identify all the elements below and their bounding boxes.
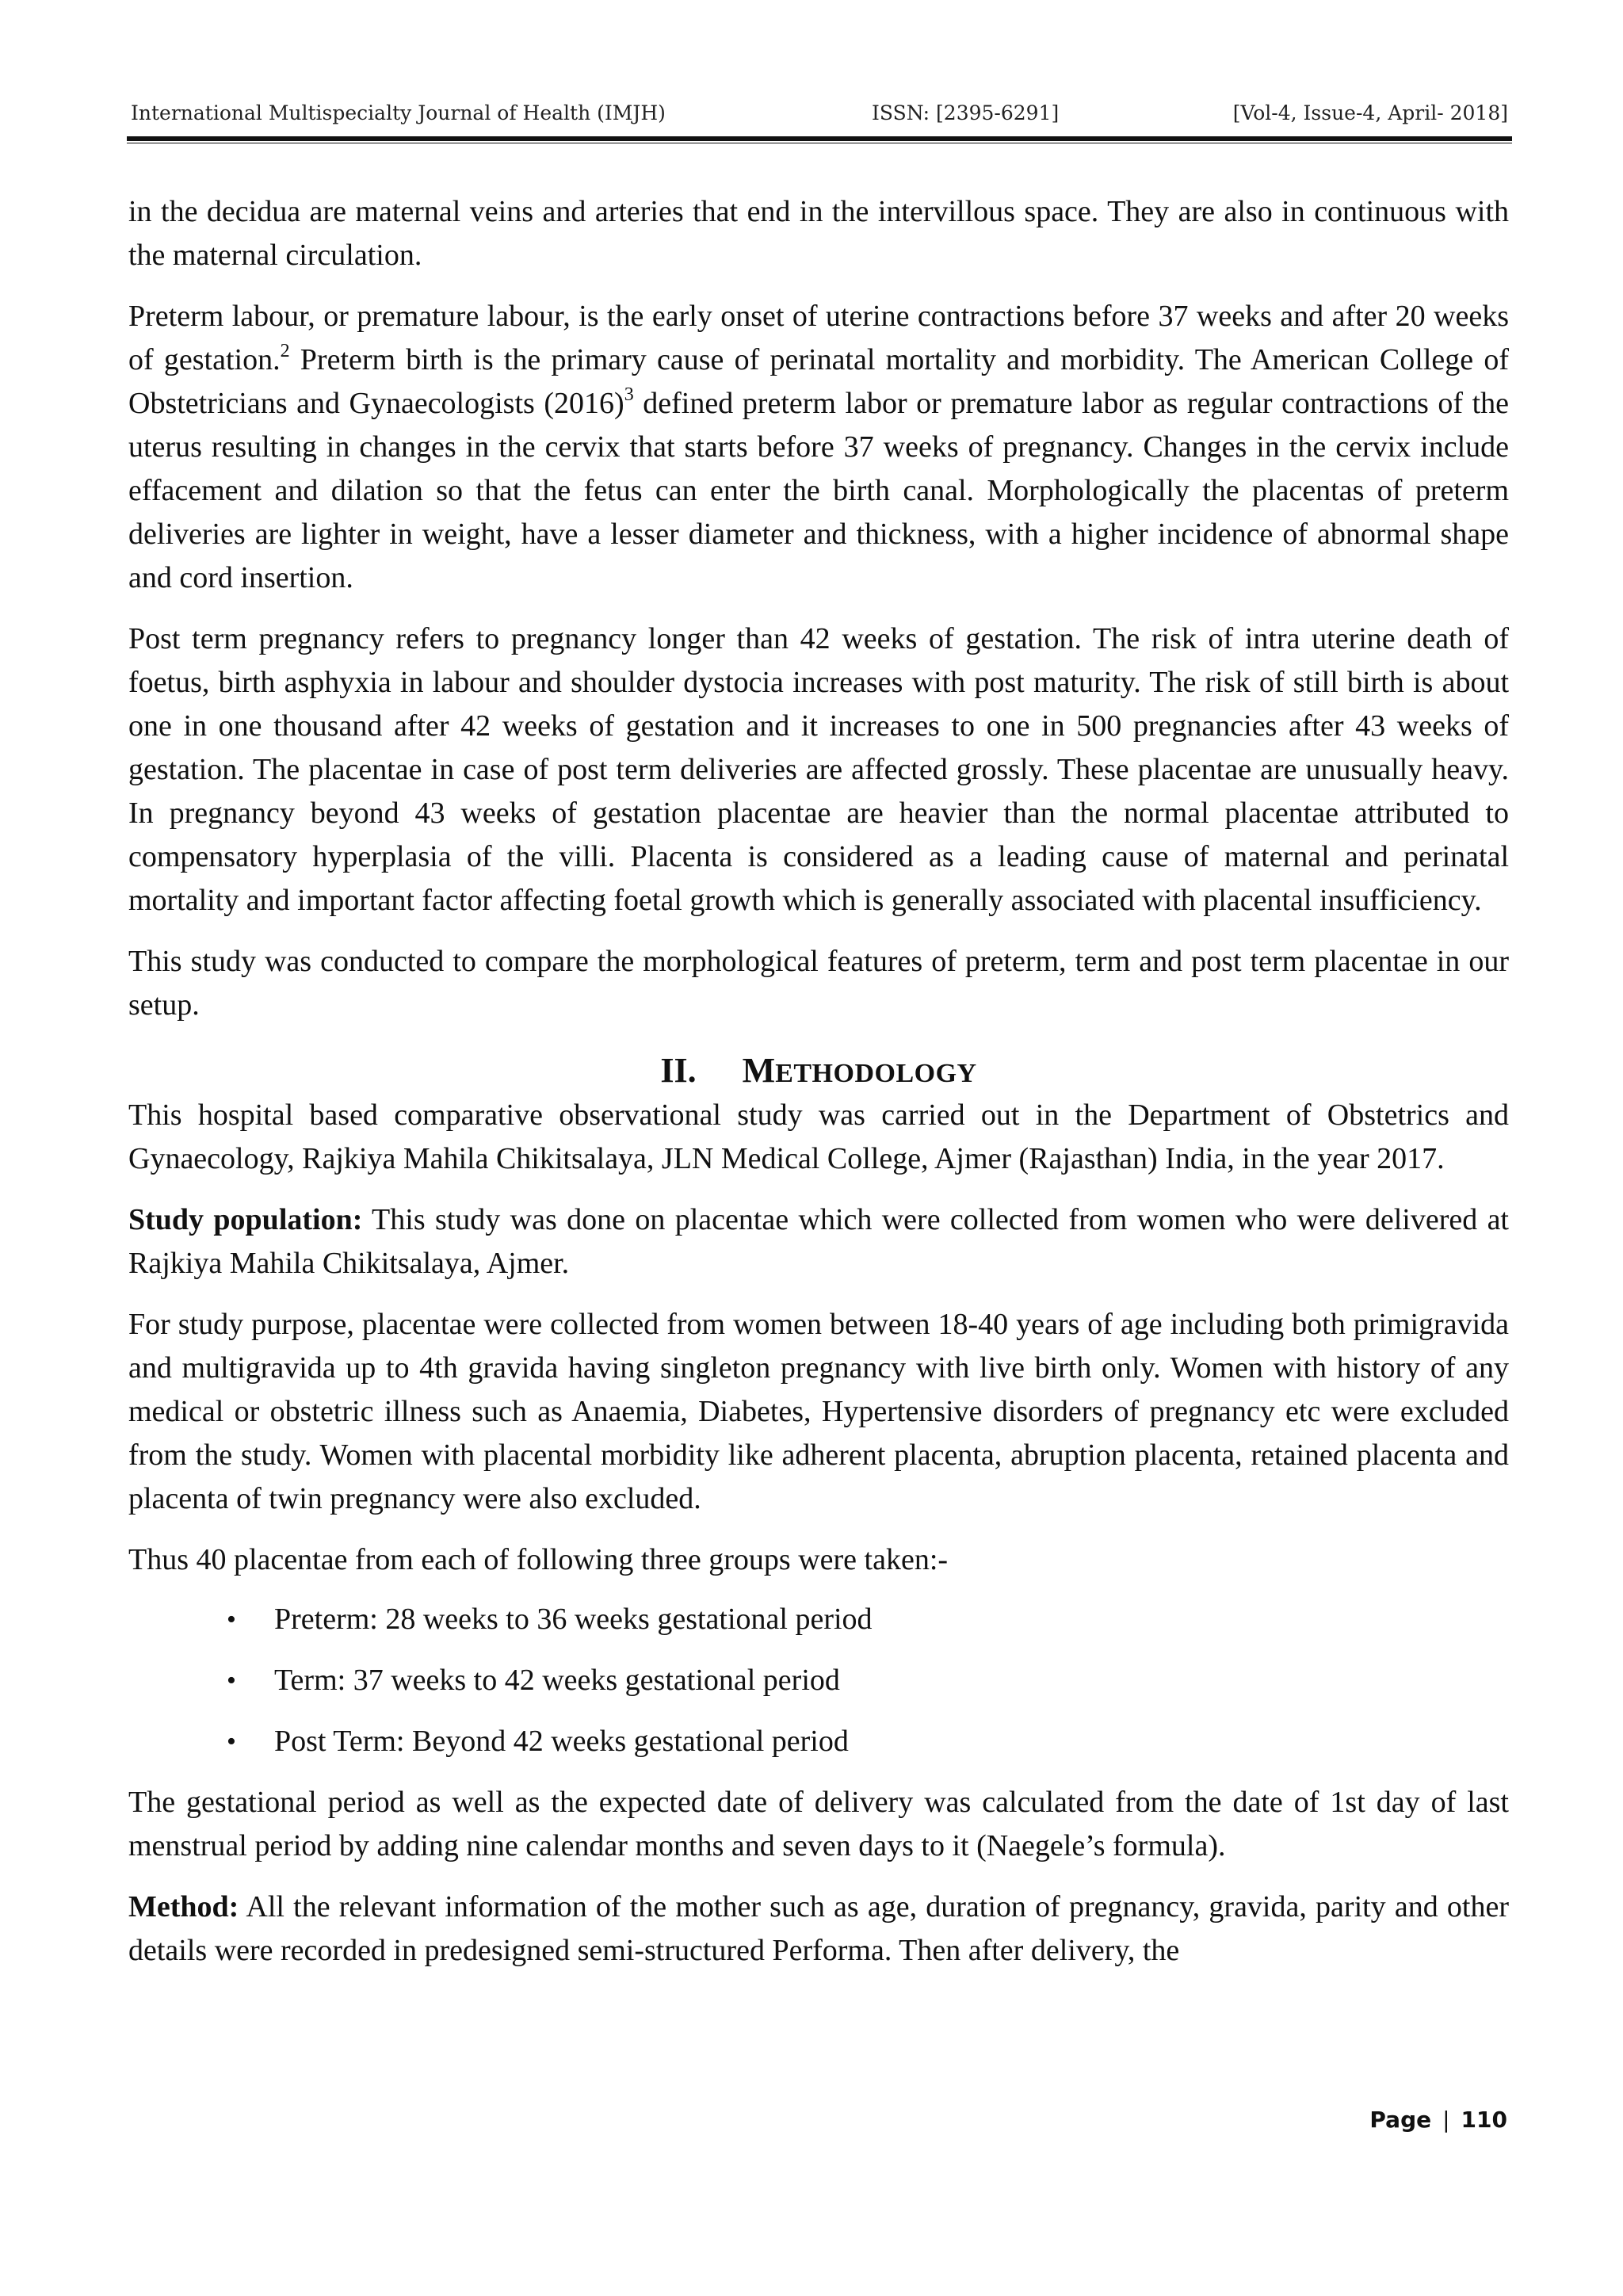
list-item [128,1598,1509,1641]
page-number: 110 [1461,2107,1507,2133]
page-footer [1369,2107,1507,2133]
citation-3: 3 [624,384,634,406]
paragraph-method [128,1885,1509,1973]
section-title-initial: M [742,1051,776,1090]
journal-name: International Multispecialty Journal of Health (IMJH) [131,101,666,124]
paragraph-groups-intro: Thus 40 placentae from each of following three groups were taken:- [128,1543,949,1576]
bullet-icon: • [227,1666,236,1695]
paragraph-inclusion-criteria: For study purpose, placentae were collected from women between 18-40 years of age including both primigravida and multigravida up to 4th gravida having singleton pregnancy with live birth only. Women with history of any medical or obstetric illness such as Anaemia, Diabetes, Hypertensive disorders of pregnancy etc were excluded from the study. Women with placental morbidity like adherent placenta, abruption placenta, retained placenta and placenta of twin pregnancy were also excluded. [128,1308,1509,1515]
paragraph-study-aim: This study was conducted to compare the morphological features of preterm, term and post term placentae in our setup. [128,945,1509,1022]
section-heading-methodology [128,1048,1509,1097]
study-population-text: This study was done on placentae which were collected from women who were delivered at Rajkiya Mahila Chikitsalaya, Ajmer. [128,1203,1509,1280]
citation-2: 2 [280,341,290,362]
header-rule [127,136,1512,143]
method-text: All the relevant information of the mother such as age, duration of pregnancy, gravida, parity and other details were recorded in predesigned semi-structured Performa. Then after delivery, the [128,1890,1509,1967]
running-header [129,101,1510,133]
method-label: Method: [128,1890,239,1924]
paragraph-post-term: Post term pregnancy refers to pregnancy longer than 42 weeks of gestation. The risk of intra uterine death of foetus, birth asphyxia in labour and shoulder dystocia increases with post maturity. The risk of still birth is about one in one thousand after 42 weeks of gestation and it increases to one in 500 pregnancies after 43 weeks of gestation. The placentae in case of post term deliveries are affected grossly. These placentae are unusually heavy. In pregnancy beyond 43 weeks of gestation placentae are heavier than the normal placentae attributed to compensatory hyperplasia of the villi. Placenta is considered as a leading cause of maternal and perinatal mortality and important factor affecting foetal growth which is generally associated with placental insufficiency. [128,622,1509,917]
section-number: II. [660,1051,697,1090]
article-body [128,190,1509,1990]
paragraph-preterm [128,295,1509,600]
section-title-rest: ETHODOLOGY [775,1059,977,1088]
group-post-term: Post Term: Beyond 42 weeks gestational period [274,1725,849,1758]
preterm-text-c: defined preterm labor or premature labor as regular contractions of the uterus resulting in changes in the cervix that starts before 37 weeks of pregnancy. Changes in the cervix include effacement and dilation so that the fetus can enter the birth canal. Morphologically the placentas of preterm deliveries are lighter in weight, have a lesser diameter and thickness, with a higher incidence of abnormal shape and cord insertion. [128,387,1510,594]
paragraph-study-population [128,1198,1509,1286]
paragraph-decidua: in the decidua are maternal veins and arteries that end in the intervillous space. They are also in continuous with the maternal circulation. [128,195,1509,272]
preterm-text-a: Preterm labour, or premature labour, is the early onset of uterine contractions before 37 weeks and after 20 weeks of gestation. [128,300,1509,376]
paragraph-gestational-period: The gestational period as well as the expected date of delivery was calculated from the date of 1st day of last menstrual period by adding nine calendar months and seven days to it (Naegele’s formula). [128,1786,1509,1862]
list-item [128,1720,1509,1763]
preterm-text-b: Preterm birth is the primary cause of perinatal mortality and morbidity. The American College of Obstetricians and Gynaecologists (2016) [128,343,1509,420]
page-label: Page [1369,2107,1432,2133]
footer-separator: | [1442,2107,1450,2133]
bullet-icon: • [227,1727,236,1756]
paragraph-methodology-intro: This hospital based comparative observational study was carried out in the Department of Obstetrics and Gynaecology, Rajkiya Mahila Chikitsalaya, JLN Medical College, Ajmer (Rajasthan) India, in the year 2017. [128,1098,1509,1175]
groups-list [128,1598,1509,1763]
volume-issue: [Vol-4, Issue-4, April- 2018] [1232,101,1508,124]
list-item [128,1659,1509,1702]
group-preterm: Preterm: 28 weeks to 36 weeks gestational period [274,1603,873,1636]
issn: ISSN: [2395-6291] [872,101,1060,124]
study-population-label: Study population: [128,1203,363,1236]
group-term: Term: 37 weeks to 42 weeks gestational period [274,1664,840,1697]
bullet-icon: • [227,1605,236,1634]
